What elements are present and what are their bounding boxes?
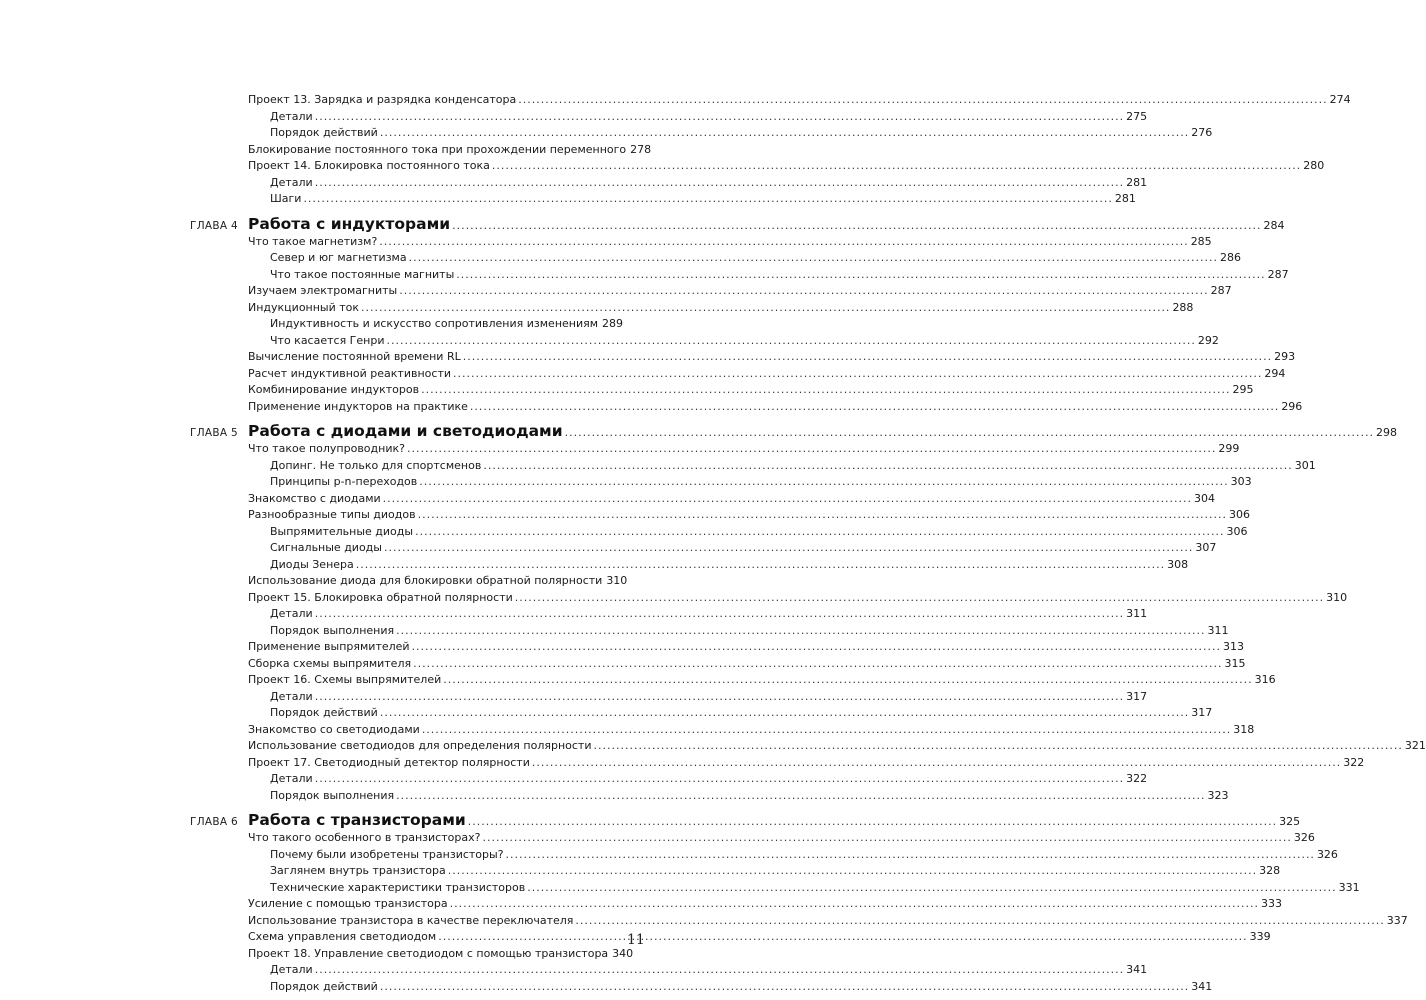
dot-leader <box>384 540 1193 557</box>
dot-leader <box>315 175 1124 192</box>
dot-leader <box>453 366 1262 383</box>
toc-subentry <box>190 540 1217 557</box>
entry-page: 299 <box>1218 442 1240 455</box>
entry-title: Знакомство со светодиодами <box>248 722 420 736</box>
entry-page: 295 <box>1232 383 1254 396</box>
dot-leader <box>448 863 1257 880</box>
toc-subentry <box>190 191 1136 208</box>
chapter-label: ГЛАВА 4 <box>190 219 238 232</box>
entry-title: Что такое постоянные магниты <box>270 267 455 281</box>
entry-page: 304 <box>1194 491 1216 505</box>
toc-entry <box>190 399 1303 416</box>
dot-leader <box>483 458 1292 475</box>
chapter-title: Работа с индукторами <box>248 214 451 233</box>
dot-leader <box>412 639 1221 656</box>
entry-title: Детали <box>270 689 313 703</box>
entry-title: Детали <box>270 963 313 976</box>
entry-title: Знакомство с диодами <box>248 491 381 505</box>
toc-subentry <box>190 863 1281 880</box>
toc-subentry <box>190 333 1219 350</box>
dot-leader <box>396 623 1205 640</box>
entry-page: 289 <box>602 317 624 330</box>
toc-subentry <box>190 474 1252 491</box>
toc-subentry <box>190 689 1148 706</box>
entry-title: Шаги <box>270 192 302 205</box>
entry-page: 311 <box>1126 607 1148 620</box>
dot-leader <box>593 738 1402 755</box>
toc-entry <box>190 382 1254 399</box>
dot-leader <box>419 474 1228 491</box>
toc-entry <box>190 830 1315 847</box>
dot-leader <box>515 590 1324 607</box>
dot-leader <box>396 788 1205 805</box>
entry-page: 322 <box>1343 755 1365 769</box>
entry-title: Детали <box>270 772 313 785</box>
dot-leader <box>532 755 1341 772</box>
toc-entry <box>190 738 1426 755</box>
toc-subentry <box>190 705 1213 722</box>
dot-leader <box>527 880 1336 897</box>
entry-page: 321 <box>1404 739 1426 752</box>
toc-subentry <box>190 606 1148 623</box>
dot-leader <box>415 524 1224 541</box>
dot-leader <box>407 441 1216 458</box>
dot-leader <box>315 689 1124 706</box>
dot-leader <box>315 606 1124 623</box>
toc-subentry <box>190 175 1148 192</box>
dot-leader <box>315 962 1124 979</box>
chapter-block <box>190 214 1303 416</box>
dot-leader <box>387 333 1196 350</box>
dot-leader <box>361 300 1170 317</box>
entry-title: Проект 16. Схемы выпрямителей <box>248 673 442 686</box>
toc-subentry <box>190 109 1148 126</box>
dot-leader <box>422 722 1231 739</box>
dot-leader <box>303 191 1112 208</box>
dot-leader <box>518 92 1327 109</box>
entry-title: Диоды Зенера <box>270 557 354 571</box>
toc-entry <box>190 946 634 963</box>
entry-title: Схема управления светодиодом <box>248 930 437 943</box>
toc-entry <box>190 672 1276 689</box>
entry-title: Проект 18. Управление светодиодом с помощью транзистора <box>248 946 609 960</box>
entry-page: 339 <box>1249 930 1271 943</box>
chapter-heading <box>190 421 1397 441</box>
toc-subentry <box>190 125 1213 142</box>
entry-page: 316 <box>1254 673 1276 686</box>
toc-entry <box>190 441 1240 458</box>
dot-leader <box>452 216 1261 236</box>
toc-entry <box>190 142 652 159</box>
toc-entry <box>190 755 1365 772</box>
dot-leader <box>409 250 1218 267</box>
entry-page: 285 <box>1190 234 1212 248</box>
toc-entry <box>190 491 1216 508</box>
entry-page: 287 <box>1210 284 1232 297</box>
entry-page: 274 <box>1329 93 1351 106</box>
toc-subentry <box>190 623 1229 640</box>
entry-page: 326 <box>1316 847 1338 861</box>
entry-page: 281 <box>1126 175 1148 189</box>
entry-title: Что такое магнетизм? <box>248 234 378 248</box>
dot-leader <box>492 158 1301 175</box>
entry-title: Порядок выполнения <box>270 788 395 802</box>
entry-page: 326 <box>1293 831 1315 844</box>
entry-page: 318 <box>1233 722 1255 736</box>
entry-page: 333 <box>1261 897 1283 910</box>
entry-title: Применение выпрямителей <box>248 640 410 653</box>
chapter-label: ГЛАВА 6 <box>190 816 238 828</box>
entry-page: 306 <box>1226 524 1248 538</box>
toc-subentry <box>190 250 1241 267</box>
chapter-page: 298 <box>1375 426 1397 439</box>
toc-subentry <box>190 847 1338 864</box>
dot-leader <box>450 896 1259 913</box>
dot-leader <box>565 423 1374 443</box>
dot-leader <box>443 672 1252 689</box>
entry-title: Заглянем внутрь транзистора <box>270 864 446 877</box>
chapter-heading <box>190 214 1285 234</box>
entry-title: Блокирование постоянного тока при прохождении переменного <box>248 142 627 156</box>
toc-entry <box>190 234 1212 251</box>
entry-title: Что касается Генри <box>270 333 385 347</box>
entry-title: Индуктивность и искусство сопротивления изменениям <box>270 317 599 330</box>
entry-title: Применение индукторов на практике <box>248 399 468 413</box>
dot-leader <box>413 656 1222 673</box>
entry-page: 308 <box>1167 557 1189 571</box>
entry-page: 280 <box>1303 159 1325 172</box>
toc-entry <box>190 656 1246 673</box>
toc-entry <box>190 349 1296 366</box>
toc-subentry <box>190 788 1229 805</box>
entry-page: 341 <box>1191 979 1213 993</box>
dot-leader <box>399 283 1208 300</box>
entry-title: Проект 15. Блокировка обратной полярности <box>248 590 513 604</box>
dot-leader <box>463 349 1272 366</box>
toc-entry <box>190 366 1286 383</box>
chapter-heading <box>190 810 1301 830</box>
toc-entry <box>190 283 1232 300</box>
toc-subentry <box>190 979 1213 996</box>
entry-title: Использование светодиодов для определения полярности <box>248 739 592 752</box>
entry-page: 340 <box>612 946 634 960</box>
dot-leader <box>315 109 1124 126</box>
entry-page: 315 <box>1224 656 1246 670</box>
chapter-title: Работа с транзисторами <box>248 811 466 829</box>
entry-title: Изучаем электромагниты <box>248 284 398 297</box>
entry-page: 301 <box>1294 458 1316 472</box>
dot-leader <box>470 399 1279 416</box>
toc-subentry <box>190 880 1360 897</box>
entry-title: Что такое полупроводник? <box>248 442 405 455</box>
entry-page: 303 <box>1230 475 1252 488</box>
entry-page: 311 <box>1207 623 1229 637</box>
entry-title: Проект 17. Светодиодный детектор полярности <box>248 755 530 769</box>
toc-subentry <box>190 458 1316 475</box>
entry-page: 341 <box>1126 963 1148 976</box>
toc-subentry <box>190 524 1248 541</box>
entry-title: Порядок действий <box>270 979 378 993</box>
entry-page: 337 <box>1386 913 1408 927</box>
entry-page: 331 <box>1338 880 1360 894</box>
dot-leader <box>418 507 1227 524</box>
entry-page: 281 <box>1114 192 1136 205</box>
entry-page: 278 <box>630 142 652 156</box>
entry-title: Детали <box>270 175 313 189</box>
toc-subentry <box>190 316 624 333</box>
entry-page: 293 <box>1274 350 1296 363</box>
dot-leader <box>421 382 1230 399</box>
toc-entry <box>190 573 628 590</box>
entry-page: 276 <box>1191 126 1213 139</box>
entry-page: 310 <box>606 574 628 587</box>
dot-leader <box>380 979 1189 996</box>
entry-page: 275 <box>1126 109 1148 123</box>
toc-subentry <box>190 557 1189 574</box>
entry-title: Порядок действий <box>270 126 378 139</box>
entry-title: Использование диода для блокировки обратной полярности <box>248 574 603 587</box>
dot-leader <box>468 812 1277 832</box>
entry-page: 286 <box>1219 251 1241 264</box>
toc-entry <box>190 507 1250 524</box>
chapter-label: ГЛАВА 5 <box>190 427 238 439</box>
entry-title: Использование транзистора в качестве переключателя <box>248 913 574 927</box>
toc-entry <box>190 92 1351 109</box>
chapter-block <box>190 421 1426 804</box>
dot-leader <box>383 491 1192 508</box>
toc-subentry <box>190 771 1148 788</box>
dot-leader <box>575 913 1384 930</box>
entry-page: 313 <box>1222 640 1244 653</box>
entry-title: Усиление с помощью транзистора <box>248 897 448 910</box>
entry-page: 288 <box>1172 300 1194 314</box>
entry-page: 323 <box>1207 788 1229 802</box>
dot-leader <box>506 847 1315 864</box>
entry-title: Порядок выполнения <box>270 623 395 637</box>
dot-leader <box>456 267 1265 284</box>
dot-leader <box>380 705 1189 722</box>
entry-page: 294 <box>1264 366 1286 380</box>
entry-title: Проект 14. Блокировка постоянного тока <box>248 159 490 172</box>
entry-page: 317 <box>1191 706 1213 719</box>
entry-page: 310 <box>1326 590 1348 604</box>
dot-leader <box>356 557 1165 574</box>
entry-title: Север и юг магнетизма <box>270 251 407 264</box>
chapter-page: 325 <box>1279 815 1301 828</box>
entry-title: Технические характеристики транзисторов <box>270 880 526 894</box>
dot-leader <box>438 929 1247 946</box>
entry-title: Порядок действий <box>270 706 378 719</box>
toc-entry <box>190 300 1194 317</box>
entry-title: Что такого особенного в транзисторах? <box>248 831 481 844</box>
entry-title: Допинг. Не только для спортсменов <box>270 458 482 472</box>
entry-title: Принципы p-n-переходов <box>270 475 418 488</box>
entry-page: 287 <box>1267 267 1289 281</box>
entry-title: Выпрямительные диоды <box>270 524 414 538</box>
page-number: 11 <box>627 932 645 948</box>
entry-page: 306 <box>1229 508 1250 521</box>
toc-subentry <box>190 962 1148 979</box>
entry-page: 307 <box>1195 541 1217 554</box>
entry-title: Расчет индуктивной реактивности <box>248 366 452 380</box>
toc-entry <box>190 913 1408 930</box>
entry-title: Разнообразные типы диодов <box>248 508 416 521</box>
chapter-title: Работа с диодами и светодиодами <box>248 422 563 440</box>
toc-entry <box>190 722 1255 739</box>
dot-leader <box>380 125 1189 142</box>
chapter-page: 284 <box>1263 218 1285 232</box>
entry-title: Индукционный ток <box>248 300 360 314</box>
toc-entry <box>190 158 1325 175</box>
entry-page: 296 <box>1281 399 1303 413</box>
entry-page: 328 <box>1259 864 1281 877</box>
entry-page: 322 <box>1126 772 1148 785</box>
entry-page: 317 <box>1126 689 1148 703</box>
entry-title: Комбинирование индукторов <box>248 383 420 396</box>
dot-leader <box>315 771 1124 788</box>
entry-title: Вычисление постоянной времени RL <box>248 350 461 363</box>
entry-title: Проект 13. Зарядка и разрядка конденсатора <box>248 93 517 106</box>
entry-title: Сигнальные диоды <box>270 541 382 554</box>
entry-title: Детали <box>270 607 313 620</box>
entry-title: Сборка схемы выпрямителя <box>248 656 412 670</box>
toc-subentry <box>190 267 1289 284</box>
entry-title: Детали <box>270 109 313 123</box>
entry-title: Почему были изобретены транзисторы? <box>270 847 504 861</box>
dot-leader <box>482 830 1291 847</box>
toc-entry <box>190 639 1244 656</box>
toc-entry <box>190 590 1348 607</box>
table-of-contents <box>190 92 1426 995</box>
toc-entry <box>190 896 1283 913</box>
dot-leader <box>379 234 1188 251</box>
entry-page: 292 <box>1197 333 1219 347</box>
